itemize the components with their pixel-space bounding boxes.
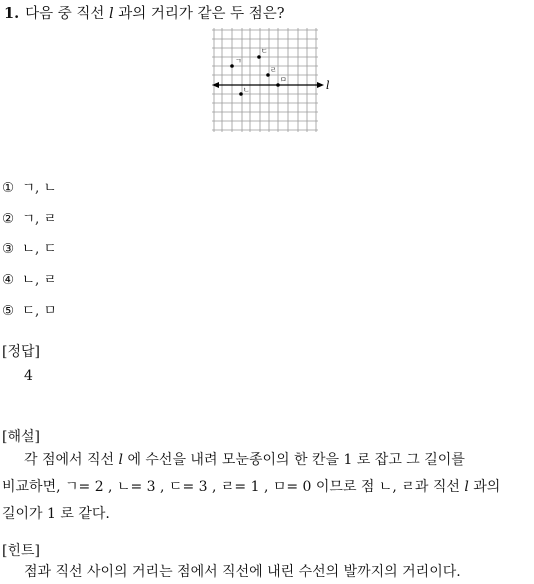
- point-rieul-label: ㄹ: [270, 66, 277, 74]
- line-variable: l: [109, 6, 114, 22]
- choice-5[interactable]: ⑤ ㄷ, ㅁ: [2, 303, 57, 319]
- explanation-line-1: 각 점에서 직선 l 에 수선을 내려 모눈종이의 한 칸을 1 로 잡고 그 길이를: [24, 452, 465, 468]
- explanation-body: [2, 447, 532, 528]
- line-and-points: [210, 26, 334, 140]
- answer-value: 4: [24, 368, 33, 384]
- choice-4[interactable]: ④ ㄴ, ㄹ: [2, 272, 57, 288]
- explanation-line-3: 길이가 1 로 같다.: [2, 506, 110, 522]
- hint-heading: [힌트]: [2, 543, 40, 559]
- point-nieun-label: ㄴ: [243, 86, 250, 94]
- explanation-line-2: 비교하면, ㄱ= 2 , ㄴ= 3 , ㄷ= 3 , ㄹ= 1 , ㅁ= 0 이므로 점 ㄴ, ㄹ과 직선 l 과의: [2, 479, 501, 495]
- choice-3[interactable]: ③ ㄴ, ㄷ: [2, 241, 57, 257]
- question-text: 1. 다음 중 직선 l 과의 거리가 같은 두 점은?: [4, 5, 285, 22]
- choice-2[interactable]: ② ㄱ, ㄹ: [2, 211, 57, 227]
- line-l-right-arrow: [317, 82, 324, 88]
- point-digeut: [257, 55, 261, 59]
- hint-text: 점과 직선 사이의 거리는 점에서 직선에 내린 수선의 발까지의 거리이다.: [24, 564, 461, 580]
- question-number: 1.: [4, 5, 20, 22]
- point-giyeok: [230, 64, 234, 68]
- line-variable: l: [118, 452, 123, 468]
- explanation-heading: [해설]: [2, 429, 40, 445]
- choice-1[interactable]: ① ㄱ, ㄴ: [2, 180, 57, 196]
- point-giyeok-label: ㄱ: [235, 57, 242, 65]
- line-variable: l: [464, 479, 469, 495]
- line-l-label: l: [326, 79, 330, 92]
- point-mieum-label: ㅁ: [280, 76, 287, 84]
- line-l-left-arrow: [212, 82, 219, 88]
- answer-heading: [정답]: [2, 344, 40, 360]
- point-digeut-label: ㄷ: [261, 47, 268, 55]
